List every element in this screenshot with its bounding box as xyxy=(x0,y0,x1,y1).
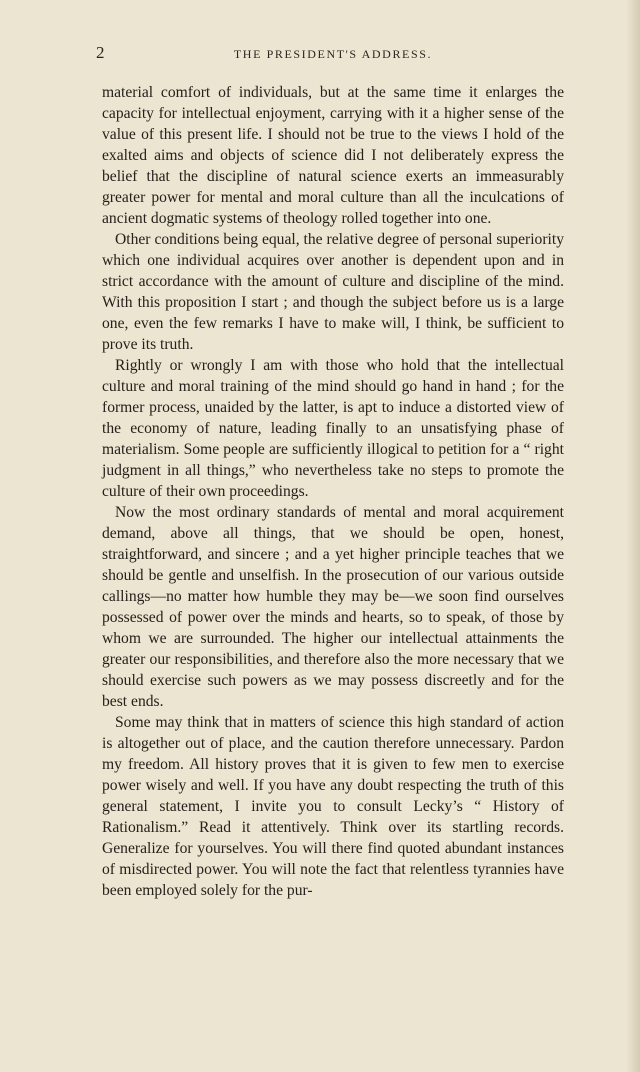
page-number: 2 xyxy=(96,43,105,62)
paragraph-continuation: material comfort of individuals, but at the same time it enlarges the capacity for intellectual enjoyment, carrying with it a higher sense of the value of this present life. I should not be true to the views I hold of the exalted aims and objects of science did I not deliberately express the belief that the discipline of natural science exerts an immeasurably greater power for mental and moral culture than all the inculcations of ancient dogmatic systems of theology rolled together into one. xyxy=(102,84,564,227)
page-header xyxy=(96,43,570,63)
running-head: THE PRESIDENT'S ADDRESS. xyxy=(233,47,433,61)
paragraph: Some may think that in matters of science this high standard of action is altogether out of place, and the caution therefore unnecessary. Pardon my freedom. All history proves that it is given to few men to exercise power wisely and well. If you have any doubt respecting the truth of this general statement, I invite you to consult Lecky’s “ History of Rationalism.” Read it attentively. Think over its startling records. Generalize for yourselves. You will there find quoted abundant instances of misdirected power. You will note the fact that relentless tyrannies have been employed solely for the pur- xyxy=(102,714,564,899)
paragraph: Rightly or wrongly I am with those who hold that the intellectual culture and moral training of the mind should go hand in hand ; for the former process, unaided by the latter, is apt to induce a distorted view of the economy of nature, leading finally to an unsatisfying phase of materialism. Some people are sufficiently illogical to petition for a “ right judgment in all things,” who nevertheless take no steps to promote the culture of their own proceedings. xyxy=(102,357,564,500)
page-edge-shadow xyxy=(626,0,640,1072)
paragraph: Now the most ordinary standards of mental and moral acquirement demand, above all things, that we should be open, honest, straightforward, and sincere ; and a yet higher principle teaches that we should be gentle and unselfish. In the prosecution of our various outside callings—no matter how humble they may be—we soon find ourselves possessed of power over the minds and hearts, so to speak, of those by whom we are surrounded. The higher our intellectual attainments the greater our responsibilities, and therefore also the more necessary that we should exercise such powers as we may possess discreetly and for the best ends. xyxy=(102,504,564,710)
body-text xyxy=(102,82,564,901)
paragraph: Other conditions being equal, the relative degree of personal superiority which one individual acquires over another is dependent upon and in strict accordance with the amount of culture and discipline of the mind. With this proposition I start ; and though the subject before us is a large one, even the few remarks I have to make will, I think, be sufficient to prove its truth. xyxy=(102,231,564,353)
